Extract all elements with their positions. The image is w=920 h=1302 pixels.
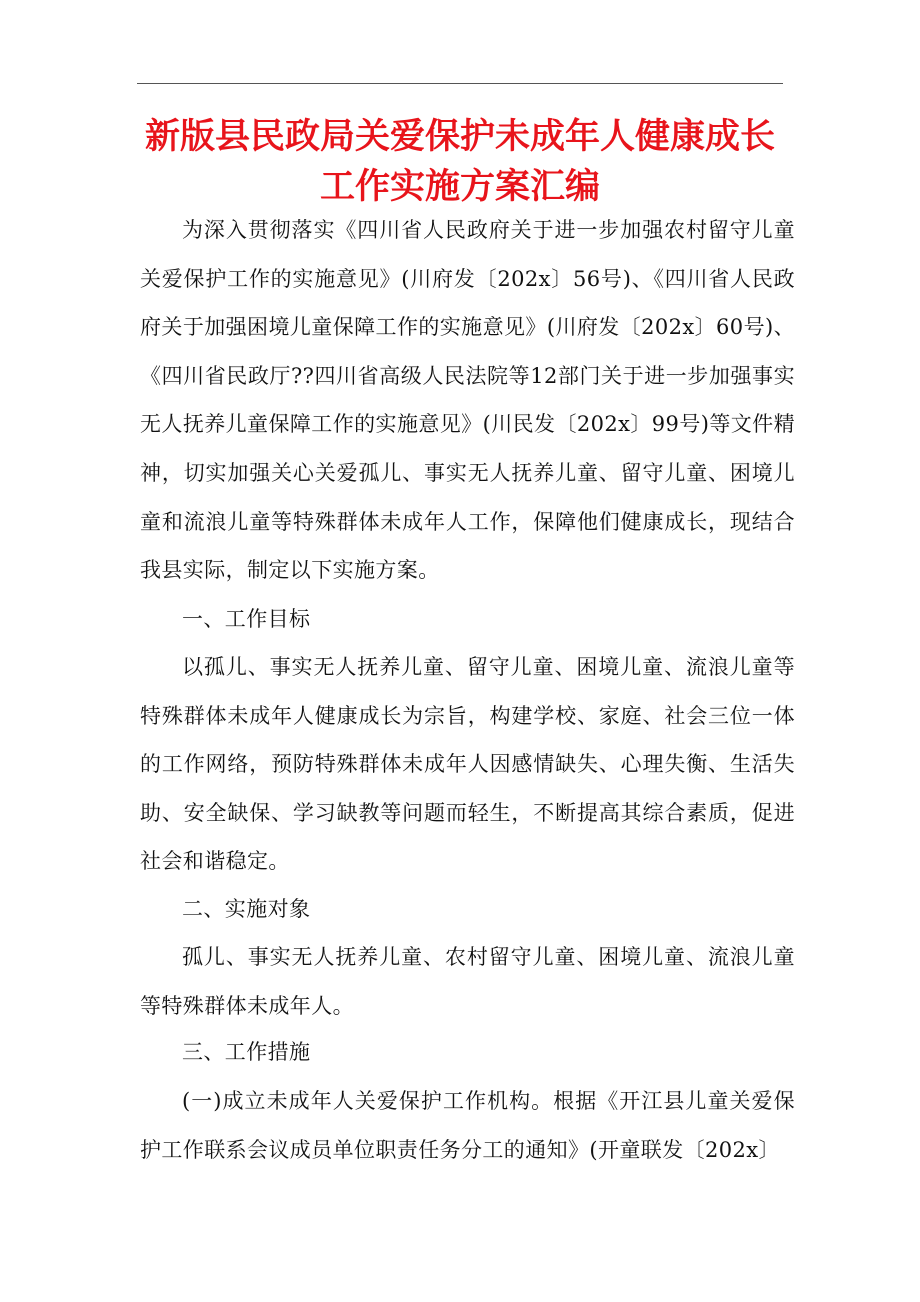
section-1-block [140, 595, 795, 644]
intro-block [140, 206, 795, 595]
section-3-heading: 三、工作措施 [182, 1040, 311, 1064]
section-2-block [140, 885, 795, 934]
document-title-line-1: 新版县民政局关爱保护未成年人健康成长 [144, 116, 775, 157]
header-rule [137, 83, 783, 84]
section-1-heading: 一、工作目标 [182, 607, 311, 631]
intro-paragraph: 为深入贯彻落实《四川省人民政府关于进一步加强农村留守儿童关爱保护工作的实施意见》(川府发〔202x〕56号)、《四川省人民政府关于加强困境儿童保障工作的实施意见》(川府发〔202x〕60号)、《四川省民政厅??四川省高级人民法院等12部门关于进一步加强事实无人抚养儿童保障工作的实施意见》(川民发〔202x〕99号)等文件精神，切实加强关心关爱孤儿、事实无人抚养儿童、留守儿童、困境儿童和流浪儿童等特殊群体未成年人工作，保障他们健康成长，现结合我县实际，制定以下实施方案。 [140, 218, 795, 583]
section-3-item-1-block [140, 1077, 795, 1174]
section-2-paragraph: 孤儿、事实无人抚养儿童、农村留守儿童、困境儿童、流浪儿童等特殊群体未成年人。 [140, 945, 795, 1018]
section-1-paragraph: 以孤儿、事实无人抚养儿童、留守儿童、困境儿童、流浪儿童等特殊群体未成年人健康成长为宗旨，构建学校、家庭、社会三位一体的工作网络，预防特殊群体未成年人因感情缺失、心理失衡、生活失助、安全缺保、学习缺教等问题而轻生，不断提高其综合素质，促进社会和谐稳定。 [140, 655, 795, 874]
document-title-line-2: 工作实施方案汇编 [319, 166, 600, 207]
section-3-block [140, 1028, 795, 1077]
section-2-text-block [140, 933, 795, 1030]
section-1-text-block [140, 643, 795, 886]
section-2-heading: 二、实施对象 [182, 897, 311, 921]
section-3-item-1: (一)成立未成年人关爱保护工作机构。根据《开江县儿童关爱保护工作联系会议成员单位职责任务分工的通知》(开童联发〔202x〕 [140, 1089, 795, 1162]
